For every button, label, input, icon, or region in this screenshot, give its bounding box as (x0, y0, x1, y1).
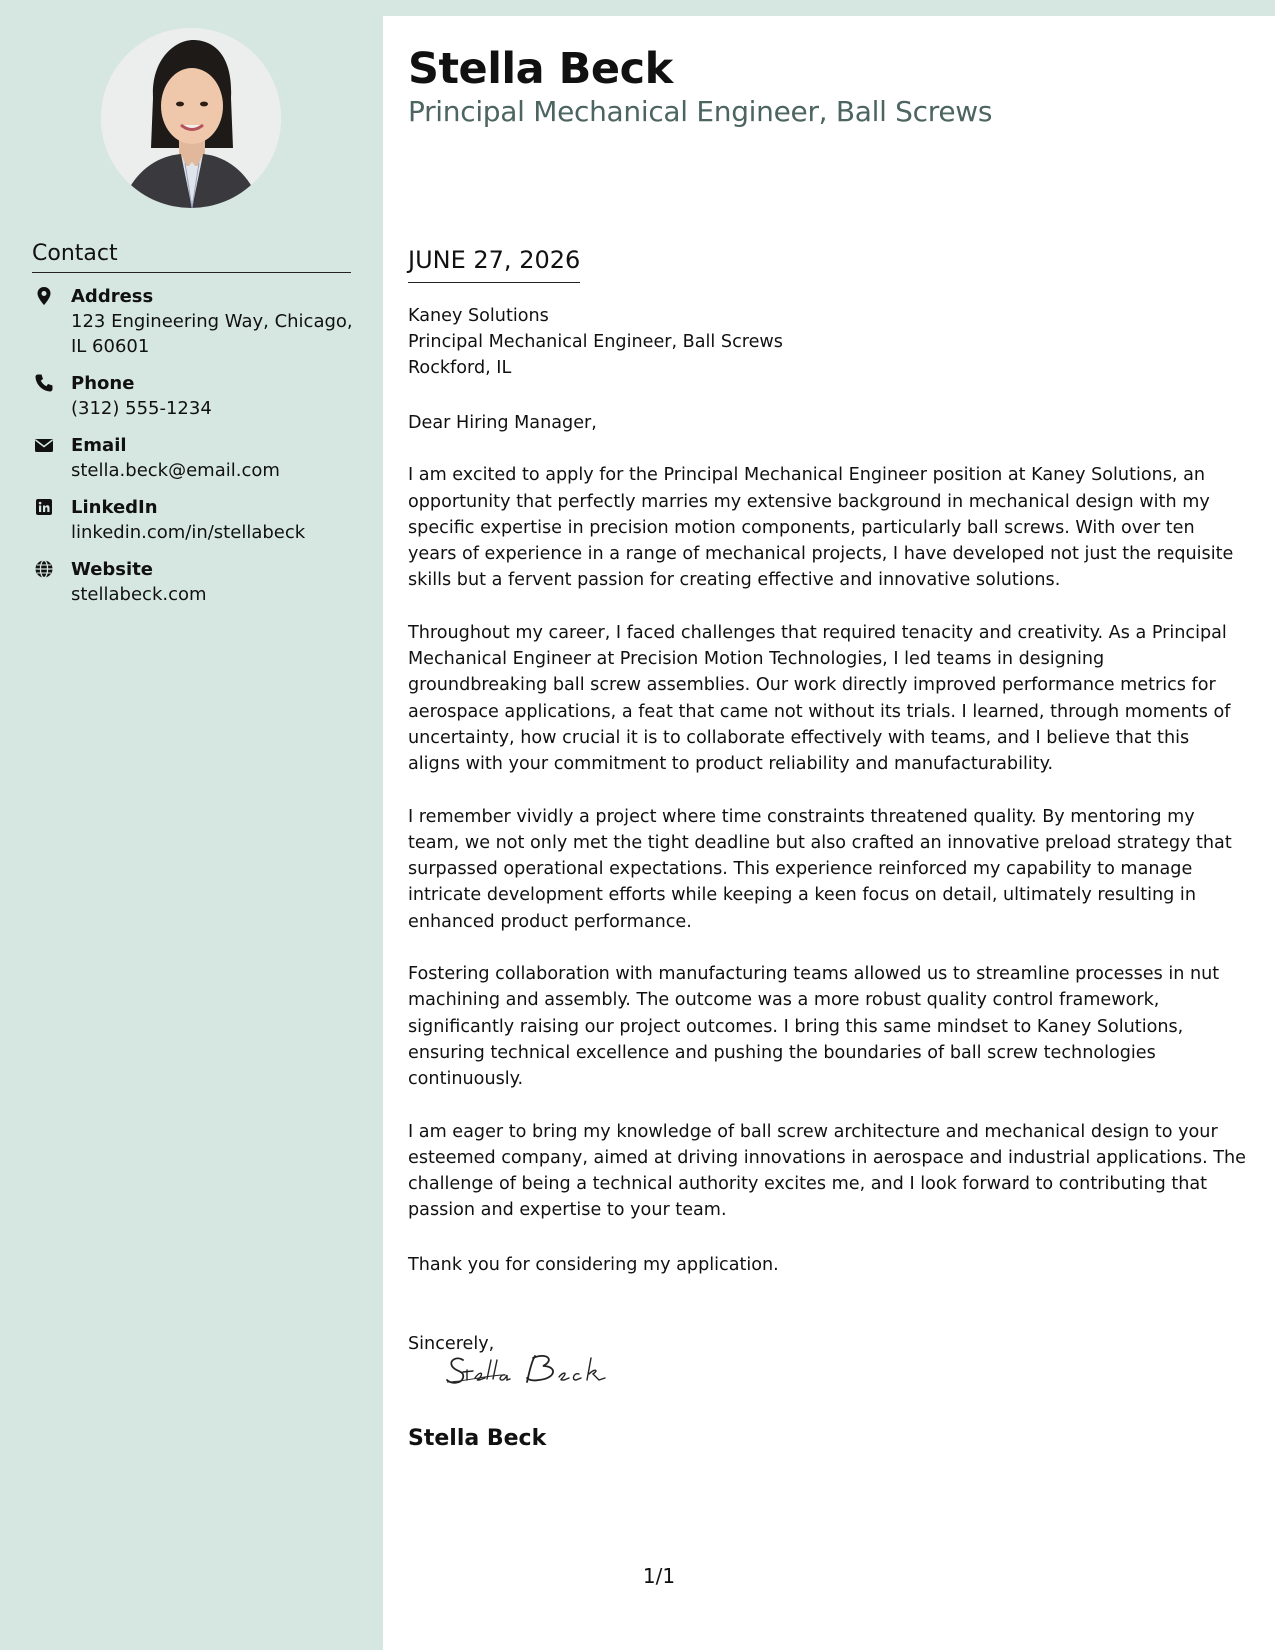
envelope-icon (34, 435, 54, 455)
email-value[interactable]: stella.beck@email.com (71, 460, 280, 481)
linkedin-value[interactable]: linkedin.com/in/stellabeck (71, 522, 306, 543)
linkedin-icon (34, 497, 54, 517)
phone-label: Phone (71, 373, 135, 394)
recipient-position: Principal Mechanical Engineer, Ball Screws (408, 332, 783, 352)
letter-date: JUNE 27, 2026 (408, 244, 580, 283)
address-label: Address (71, 286, 154, 307)
letter-body (383, 16, 1275, 1650)
website-value[interactable]: stellabeck.com (71, 584, 207, 605)
letter-content (408, 303, 1246, 1357)
recipient-block (408, 303, 1246, 381)
page-number (383, 1563, 1275, 1589)
signed-name: Stella Beck (408, 1426, 547, 1451)
globe-icon (34, 559, 54, 579)
applicant-name: Stella Beck (408, 44, 673, 94)
paragraph-2: Throughout my career, I faced challenges that required tenacity and creativity. As a Principal Mechanical Engineer at Precision Motion Technologies, I led teams in designing groundbreaking ball screw assemblies. Our work directly improved performance metrics for aerospace applications, a feat that came not without its trials. I learned, through moments of uncertainty, how crucial it is to collaborate effectively with teams, and I believe that this aligns with your commitment to product reliability and manufacturability. (408, 622, 1231, 775)
contact-item-email (32, 434, 362, 483)
closing: Sincerely, (408, 1334, 495, 1355)
paragraph-5: I am eager to bring my knowledge of ball screw architecture and mechanical design to your esteemed company, aimed at driving innovations in aerospace and industrial applications. The challenge of being a technical authority excites me, and I look forward to contributing that passion and expertise to your team. (408, 1121, 1246, 1221)
profile-photo (101, 28, 281, 208)
contact-item-address (32, 285, 362, 359)
map-pin-icon (34, 286, 54, 306)
contact-item-website (32, 558, 362, 607)
website-label: Website (71, 559, 154, 580)
sidebar (0, 0, 383, 1650)
paragraph-3: I remember vividly a project where time constraints threatened quality. By mentoring my team, we not only met the tight deadline but also crafted an innovative preload strategy that surpassed operational expectations. This experience reinforced my capability to manage intricate development efforts while keeping a keen focus on detail, ultimately resulting in enhanced product performance. (408, 806, 1232, 932)
contact-list (32, 285, 362, 620)
phone-value: (312) 555-1234 (71, 398, 212, 419)
paragraph-1: I am excited to apply for the Principal Mechanical Engineer position at Kaney Solutions, an opportunity that perfectly marries my extensive background in mechanical design with my specific expertise in precision motion components, particularly ball screws. With over ten years of experience in a range of mechanical projects, I have developed not just the requisite skills but a fervent passion for creating effective and innovative solutions. (408, 465, 1234, 591)
applicant-title: Principal Mechanical Engineer, Ball Screws (408, 95, 993, 128)
recipient-location: Rockford, IL (408, 358, 512, 378)
linkedin-label: LinkedIn (71, 497, 158, 518)
salutation: Dear Hiring Manager, (408, 413, 597, 433)
address-value: 123 Engineering Way, Chicago, IL 60601 (71, 311, 353, 357)
paragraph-4: Fostering collaboration with manufacturing teams allowed us to streamline processes in nut machining and assembly. The outcome was a more robust quality control framework, significantly raising our project outcomes. I bring this same mindset to Kaney Solutions, ensuring technical excellence and pushing the boundaries of ball screw technologies continuously. (408, 964, 1220, 1090)
email-label: Email (71, 435, 127, 456)
contact-item-phone (32, 372, 362, 421)
contact-heading: Contact (32, 240, 351, 273)
handwritten-signature (443, 1342, 623, 1392)
contact-item-linkedin (32, 496, 362, 545)
recipient-company: Kaney Solutions (408, 306, 549, 326)
page-number-text: 1/1 (642, 1564, 676, 1588)
phone-icon (34, 373, 54, 393)
thanks-line: Thank you for considering my application. (408, 1254, 779, 1275)
